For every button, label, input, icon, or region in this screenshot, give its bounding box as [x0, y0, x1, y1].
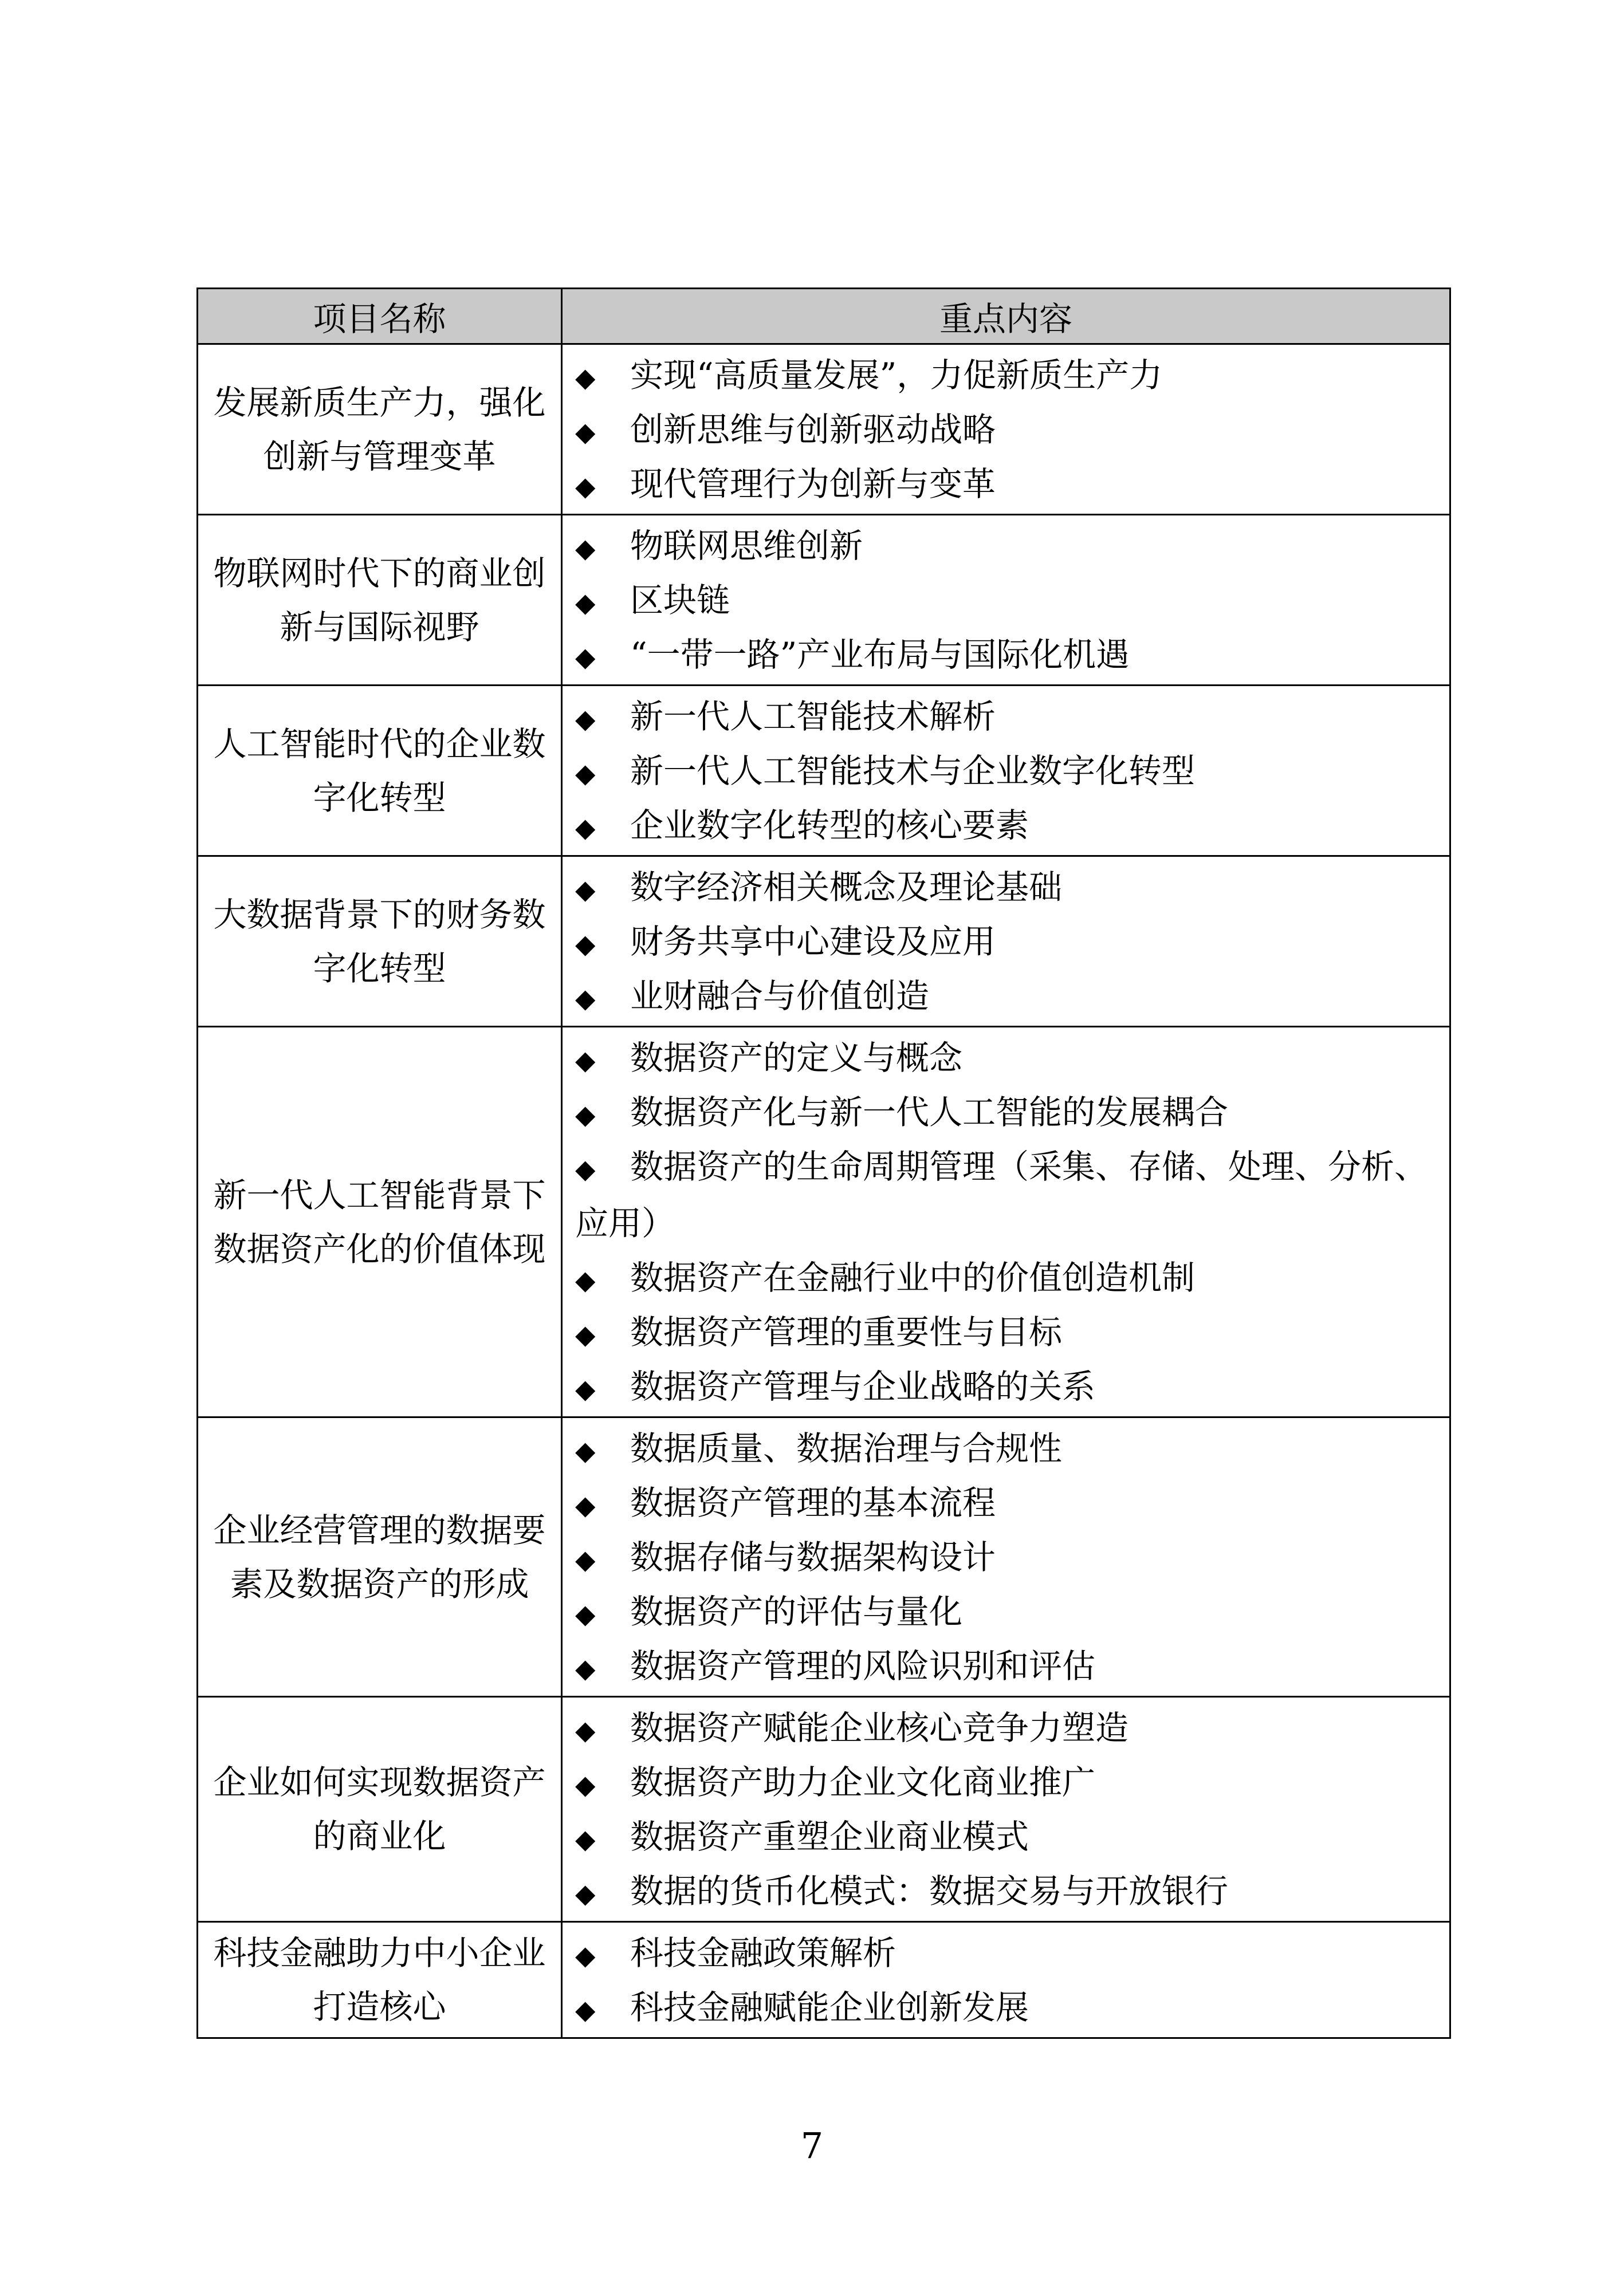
diamond-bullet-icon: ◆ — [575, 1715, 596, 1746]
diamond-bullet-icon: ◆ — [575, 1653, 596, 1684]
content-list-item — [575, 1085, 1444, 1140]
key-content-cell — [562, 1922, 1450, 2038]
content-item-text: 科技金融政策解析 — [630, 1933, 896, 1972]
content-item-text: 数字经济相关概念及理论基础 — [630, 868, 1063, 907]
content-item-text: 数据资产管理的重要性与目标 — [630, 1313, 1063, 1352]
table-row — [198, 1417, 1450, 1697]
content-list-item — [575, 1755, 1444, 1810]
content-item-text: 现代管理行为创新与变革 — [630, 464, 996, 503]
content-item-text: 实现“高质量发展”，力促新质生产力 — [630, 356, 1163, 395]
content-list-item — [575, 1980, 1444, 2035]
content-item-text: 企业数字化转型的核心要素 — [630, 806, 1029, 845]
content-item-text: 物联网思维创新 — [630, 526, 863, 565]
content-item-text: 数据资产的评估与量化 — [630, 1592, 963, 1631]
diamond-bullet-icon: ◆ — [575, 1490, 596, 1521]
diamond-bullet-icon: ◆ — [575, 416, 596, 447]
content-item-text: 数据资产重塑企业商业模式 — [630, 1817, 1029, 1856]
content-list-item — [575, 1421, 1444, 1476]
content-list-item — [575, 1251, 1444, 1305]
project-name-cell: 物联网时代下的商业创新与国际视野 — [198, 515, 562, 686]
diamond-bullet-icon: ◆ — [575, 874, 596, 905]
diamond-bullet-icon: ◆ — [575, 362, 596, 393]
key-content-cell — [562, 1697, 1450, 1922]
content-item-text: 数据资产的生命周期管理（采集、存储、处理、分析、应用） — [575, 1147, 1428, 1243]
diamond-bullet-icon: ◆ — [575, 1045, 596, 1076]
content-item-text: 数据资产赋能企业核心竞争力塑造 — [630, 1708, 1129, 1747]
header-project-name: 项目名称 — [198, 289, 562, 344]
content-item-text: 数据资产管理与企业战略的关系 — [630, 1367, 1096, 1406]
key-content-cell — [562, 1417, 1450, 1697]
content-item-text: 数据存储与数据架构设计 — [630, 1538, 996, 1577]
table-header-row — [198, 289, 1450, 344]
content-list-item — [575, 690, 1444, 744]
content-list-item — [575, 348, 1444, 403]
project-name-cell: 企业经营管理的数据要素及数据资产的形成 — [198, 1417, 562, 1697]
content-list-item — [575, 1140, 1444, 1251]
content-item-text: 科技金融赋能企业创新发展 — [630, 1988, 1029, 2027]
content-list-item — [575, 744, 1444, 798]
project-name-cell: 人工智能时代的企业数字化转型 — [198, 686, 562, 856]
diamond-bullet-icon: ◆ — [575, 1099, 596, 1130]
content-list-item — [575, 1864, 1444, 1919]
content-item-text: 区块链 — [630, 581, 730, 620]
content-list-item — [575, 1031, 1444, 1085]
key-content-cell — [562, 344, 1450, 515]
diamond-bullet-icon: ◆ — [575, 641, 596, 672]
key-content-cell — [562, 856, 1450, 1027]
content-list-item — [575, 628, 1444, 682]
diamond-bullet-icon: ◆ — [575, 1824, 596, 1854]
content-list-item — [575, 519, 1444, 573]
diamond-bullet-icon: ◆ — [575, 1544, 596, 1575]
diamond-bullet-icon: ◆ — [575, 1373, 596, 1404]
content-list-item — [575, 1701, 1444, 1755]
content-item-text: 财务共享中心建设及应用 — [630, 922, 996, 961]
diamond-bullet-icon: ◆ — [575, 1319, 596, 1350]
content-item-text: 数据资产的定义与概念 — [630, 1038, 963, 1077]
table-row — [198, 1697, 1450, 1922]
content-list-item — [575, 1360, 1444, 1414]
diamond-bullet-icon: ◆ — [575, 758, 596, 789]
content-list-item — [575, 915, 1444, 969]
content-item-text: “一带一路”产业布局与国际化机遇 — [630, 635, 1130, 674]
content-list-item — [575, 1639, 1444, 1694]
content-item-text: 数据资产化与新一代人工智能的发展耦合 — [630, 1093, 1229, 1132]
content-list-item — [575, 403, 1444, 457]
project-name-cell: 新一代人工智能背景下数据资产化的价值体现 — [198, 1027, 562, 1417]
content-list-item — [575, 1476, 1444, 1530]
diamond-bullet-icon: ◆ — [575, 928, 596, 959]
key-content-cell — [562, 1027, 1450, 1417]
header-key-content: 重点内容 — [562, 289, 1450, 344]
content-item-text: 数据资产管理的基本流程 — [630, 1483, 996, 1522]
diamond-bullet-icon: ◆ — [575, 1153, 596, 1184]
content-item-text: 数据资产管理的风险识别和评估 — [630, 1647, 1096, 1685]
table-row — [198, 1922, 1450, 2038]
content-item-text: 业财融合与价值创造 — [630, 976, 930, 1015]
content-item-text: 数据资产助力企业文化商业推广 — [630, 1763, 1096, 1802]
content-item-text: 数据资产在金融行业中的价值创造机制 — [630, 1258, 1196, 1297]
diamond-bullet-icon: ◆ — [575, 1994, 596, 2025]
content-item-text: 新一代人工智能技术解析 — [630, 697, 996, 736]
content-list-item — [575, 860, 1444, 915]
project-name-cell: 企业如何实现数据资产的商业化 — [198, 1697, 562, 1922]
content-item-text: 数据质量、数据治理与合规性 — [630, 1429, 1063, 1468]
content-list-item — [575, 1305, 1444, 1360]
table-row — [198, 686, 1450, 856]
diamond-bullet-icon: ◆ — [575, 812, 596, 843]
diamond-bullet-icon: ◆ — [575, 471, 596, 502]
content-list-item — [575, 1585, 1444, 1639]
project-name-cell: 发展新质生产力，强化创新与管理变革 — [198, 344, 562, 515]
table-row — [198, 515, 1450, 686]
diamond-bullet-icon: ◆ — [575, 1940, 596, 1971]
page-number: 7 — [800, 2125, 824, 2167]
diamond-bullet-icon: ◆ — [575, 1435, 596, 1466]
content-list-item — [575, 1926, 1444, 1980]
content-list-item — [575, 457, 1444, 511]
project-name-cell: 科技金融助力中小企业打造核心 — [198, 1922, 562, 2038]
content-item-text: 数据的货币化模式：数据交易与开放银行 — [630, 1872, 1229, 1911]
content-list-item — [575, 1810, 1444, 1864]
diamond-bullet-icon: ◆ — [575, 1598, 596, 1629]
key-content-cell — [562, 515, 1450, 686]
diamond-bullet-icon: ◆ — [575, 983, 596, 1014]
key-content-cell — [562, 686, 1450, 856]
content-list-item — [575, 573, 1444, 628]
project-name-cell: 大数据背景下的财务数字化转型 — [198, 856, 562, 1027]
table-row — [198, 856, 1450, 1027]
content-list-item — [575, 969, 1444, 1023]
content-item-text: 新一代人工智能技术与企业数字化转型 — [630, 751, 1196, 790]
table-row — [198, 344, 1450, 515]
diamond-bullet-icon: ◆ — [575, 1769, 596, 1800]
content-list-item — [575, 798, 1444, 853]
diamond-bullet-icon: ◆ — [575, 1265, 596, 1295]
content-item-text: 创新思维与创新驱动战略 — [630, 410, 996, 449]
diamond-bullet-icon: ◆ — [575, 1878, 596, 1909]
diamond-bullet-icon: ◆ — [575, 533, 596, 564]
diamond-bullet-icon: ◆ — [575, 703, 596, 734]
diamond-bullet-icon: ◆ — [575, 587, 596, 618]
table-row — [198, 1027, 1450, 1417]
course-table — [196, 288, 1451, 2039]
content-list-item — [575, 1530, 1444, 1585]
